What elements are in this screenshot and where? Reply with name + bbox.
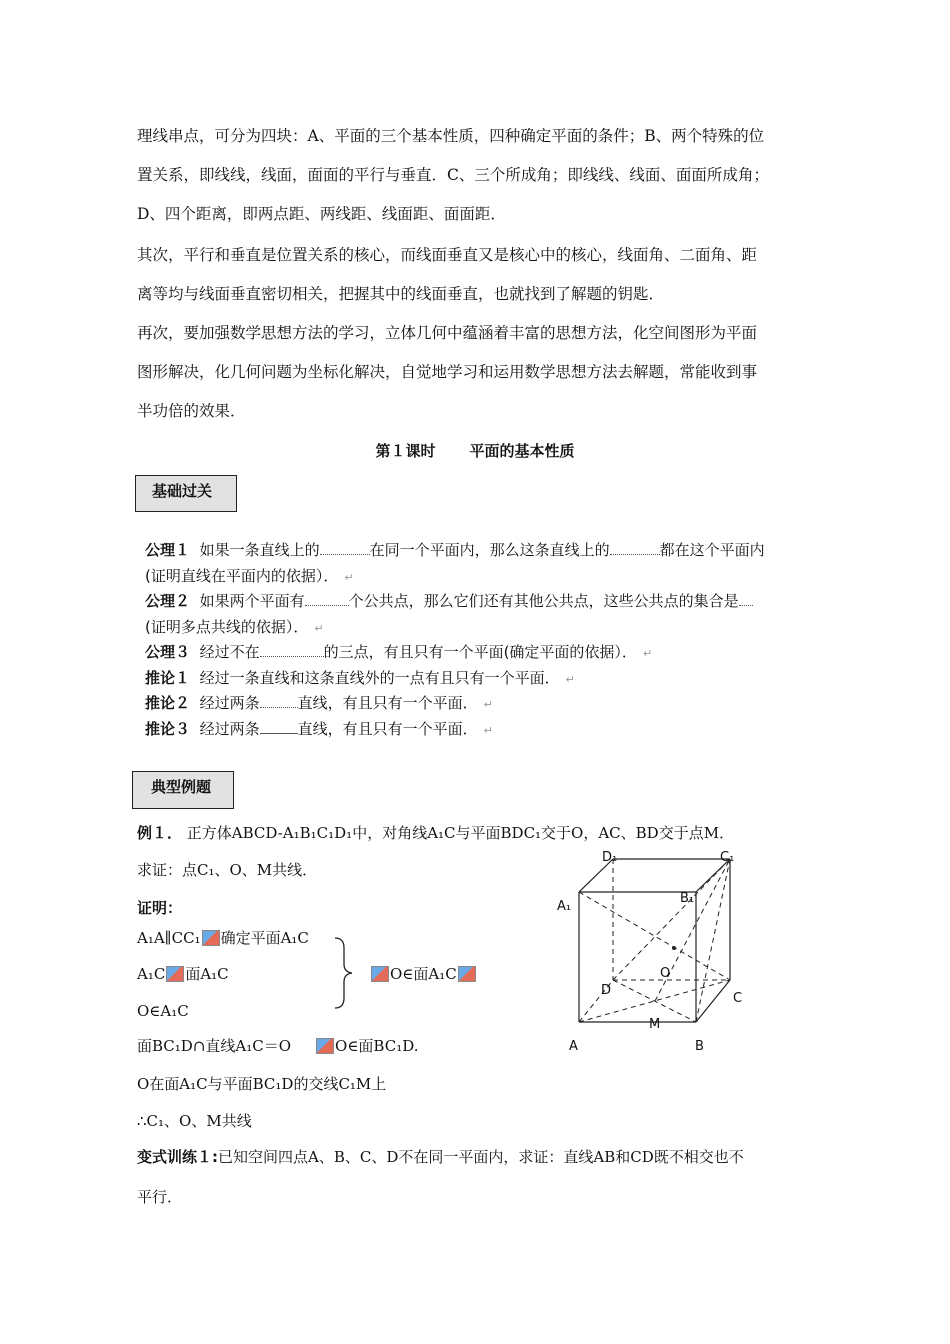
return-mark: ↵ <box>483 723 493 737</box>
rule-text: 在同一个平面内，那么这条直线上的 <box>369 541 610 559</box>
intro-paragraph-1 <box>137 117 817 234</box>
label-M: M <box>649 1017 661 1032</box>
axiom-2 <box>145 589 845 615</box>
rule-text: (证明多点共线的依据）． <box>145 617 309 636</box>
proof-line-1 <box>137 927 309 948</box>
example-label: 例１． <box>137 824 183 842</box>
broken-image-icon <box>316 1038 334 1054</box>
return-mark: ↵ <box>483 698 493 711</box>
rule-label: 公理３ <box>145 643 191 661</box>
axiom-3 <box>145 640 845 666</box>
rule-text: 直线，有且只有一个平面． <box>297 694 478 712</box>
variant-label: 变式训练１: <box>137 1148 218 1166</box>
label-O: O <box>660 966 671 981</box>
example-goal: 求证：点C₁、O、M共线． <box>137 861 318 879</box>
rule-text: 经过两条 <box>199 694 260 712</box>
lesson-title <box>0 440 950 461</box>
point-O <box>672 946 676 950</box>
return-mark: ↵ <box>642 647 653 660</box>
return-mark: ↵ <box>344 570 354 584</box>
section-label-basics: 基础过关 <box>135 475 237 512</box>
intro-paragraph-2 <box>137 236 817 314</box>
text-line: 理线串点，可分为四块：A、平面的三个基本性质，四种确定平面的条件；B、两个特殊的位 <box>137 127 765 145</box>
rule-label: 推论１ <box>145 668 191 687</box>
edge-BC <box>696 980 730 1022</box>
fill-blank[interactable] <box>610 540 660 555</box>
text-line: 其次，平行和垂直是位置关系的核心，而线面垂直又是核心中的核心，线面角、二面角、距 <box>137 246 758 264</box>
label-D: D <box>601 983 612 998</box>
variant-exercise <box>137 1146 744 1167</box>
rule-text: (证明直线在平面内的依据）． <box>145 566 339 585</box>
line-BC1 <box>696 859 730 1022</box>
lesson-number: 第１课时 <box>375 442 436 460</box>
line-DC1 <box>613 859 730 980</box>
return-mark: ↵ <box>565 672 575 686</box>
proof-label <box>137 897 182 918</box>
proof-text: A₁A∥CC₁ <box>137 929 201 947</box>
fill-blank[interactable] <box>305 591 349 606</box>
rule-label: 公理１ <box>145 541 191 559</box>
corollary-2 <box>145 691 845 717</box>
proof-line-5: O在面A₁C与平面BC₁D的交线C₁M上 <box>137 1075 387 1093</box>
label-A1: A₁ <box>557 899 572 914</box>
corollary-1 <box>145 666 845 692</box>
axiom-1-note <box>145 564 845 590</box>
label-C1: C₁ <box>720 850 735 865</box>
return-mark: ↵ <box>314 621 324 635</box>
rule-text: 经过一条直线和这条直线外的一点有且只有一个平面． <box>199 668 560 687</box>
proof-text: O∈面A₁C <box>390 965 457 983</box>
proof-text: A₁C <box>137 965 166 983</box>
proof-text: 面A₁C <box>185 965 229 983</box>
rule-label: 推论３ <box>145 719 191 738</box>
label-B1: B₁ <box>680 891 695 906</box>
diagonal-BD <box>613 980 696 1022</box>
text-line: D、四个距离，即两点距、两线距、线面距、面面距． <box>137 205 506 223</box>
broken-image-icon <box>458 966 476 982</box>
proof-conclusion-mid <box>370 963 477 984</box>
rule-text: 如果一条直线上的 <box>199 541 320 559</box>
rule-label: 推论２ <box>145 694 191 712</box>
proof-line-6: ∴C₁、O、M共线 <box>137 1112 252 1130</box>
fill-blank[interactable] <box>260 719 298 734</box>
proof-heading: 证明： <box>137 899 183 917</box>
proof-line-3: O∈A₁C <box>137 1002 189 1020</box>
variant-text: 已知空间四点A、B、C、D不在同一平面内，求证：直线AB和CD既不相交也不 <box>218 1148 744 1166</box>
lesson-topic: 平面的基本性质 <box>469 442 575 460</box>
example-text: 正方体ABCD-A₁B₁C₁D₁中，对角线A₁C与平面BDC₁交于O，AC、BD交于点M． <box>186 824 735 842</box>
intro-paragraph-3 <box>137 314 817 431</box>
section-label-examples: 典型例题 <box>132 771 234 809</box>
broken-image-icon <box>166 966 184 982</box>
axiom-2-note <box>145 615 845 641</box>
rule-text: 经过两条 <box>199 719 260 738</box>
fill-blank[interactable] <box>260 642 324 657</box>
proof-text: 面BC₁D∩直线A₁C＝O <box>137 1037 292 1055</box>
proof-text: O∈面BC₁D. <box>335 1037 419 1055</box>
rule-label: 公理２ <box>145 592 191 610</box>
rule-text: 直线，有且只有一个平面． <box>297 719 478 738</box>
rule-text: 个公共点，那么它们还有其他公共点，这些公共点的集合是 <box>348 592 739 610</box>
label-C: C <box>733 991 743 1006</box>
axiom-list <box>145 538 845 742</box>
broken-image-icon <box>371 966 389 982</box>
rule-text: 的三点，有且只有一个平面(确定平面的依据）． <box>323 643 637 661</box>
fill-blank[interactable] <box>739 591 753 606</box>
cube-diagram <box>550 845 770 1060</box>
label-B: B <box>695 1039 704 1054</box>
proof-text: 确定平面A₁C <box>220 929 309 947</box>
fill-blank[interactable] <box>260 693 298 708</box>
broken-image-icon <box>202 930 220 946</box>
rule-text: 都在这个平面内 <box>659 541 765 559</box>
fill-blank[interactable] <box>320 540 370 555</box>
text-line: 离等均与线面垂直密切相关，把握其中的线面垂直，也就找到了解题的钥匙． <box>137 285 665 303</box>
proof-line-2 <box>137 963 229 984</box>
text-line: 再次，要加强数学思想方法的学习，立体几何中蕴涵着丰富的思想方法，化空间图形为平面 <box>137 324 758 342</box>
curly-brace-icon <box>332 936 356 1010</box>
label-D1: D₁ <box>602 850 618 865</box>
axiom-1 <box>145 538 845 564</box>
text-line: 图形解决，化几何问题为坐标化解决，自觉地学习和运用数学思想方法去解题，常能收到事 <box>137 363 758 381</box>
text-line: 置关系，即线线，线面，面面的平行与垂直．C、三个所成角；即线线、线面、面面所成角； <box>137 166 769 184</box>
rule-text: 如果两个平面有 <box>199 592 305 610</box>
corollary-3 <box>145 717 845 743</box>
rule-text: 经过不在 <box>199 643 260 661</box>
example-statement <box>137 822 734 843</box>
variant-exercise-cont: 平行． <box>137 1188 183 1206</box>
label-A: A <box>569 1039 578 1054</box>
text-line: 半功倍的效果． <box>137 402 246 420</box>
proof-line-4 <box>137 1035 418 1056</box>
